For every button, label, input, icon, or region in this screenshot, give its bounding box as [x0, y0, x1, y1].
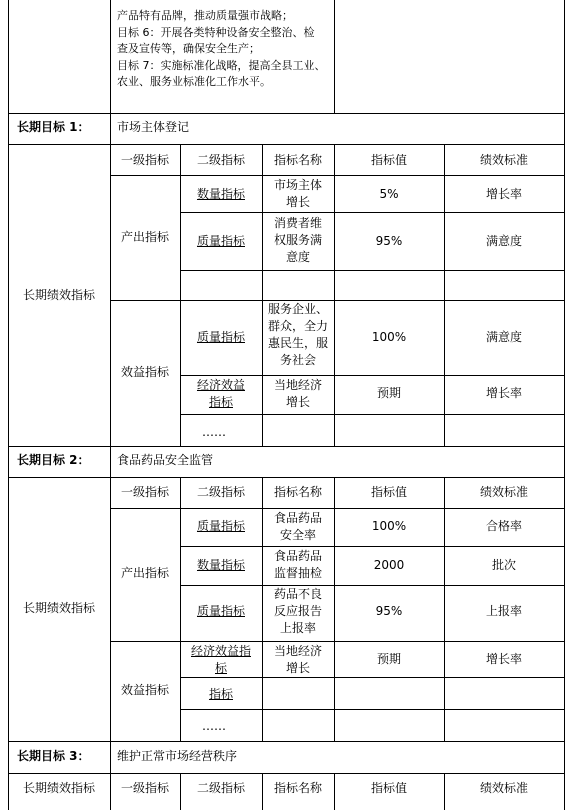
header-value: 指标值: [370, 153, 407, 167]
indicator-standard: 合格率: [485, 519, 522, 533]
table-border: [180, 270, 565, 271]
table-border: [262, 144, 263, 175]
intro-line: 目标 6：开展各类特种设备安全整治、检: [117, 25, 315, 39]
indicator-value: 预期: [376, 386, 401, 400]
table-border: [262, 773, 263, 810]
l2-label: 质量指标: [196, 330, 245, 344]
table-border: [180, 773, 181, 810]
indicator-value: 95%: [375, 604, 403, 618]
l2-label: 经济效益指: [190, 644, 251, 658]
goal-label: 长期目标 1：: [17, 120, 90, 134]
table-border: [8, 773, 565, 774]
goal-text: 市场主体登记: [117, 120, 190, 134]
table-border: [110, 508, 565, 509]
header-standard: 绩效标准: [479, 781, 528, 795]
indicator-standard: 增长率: [485, 187, 522, 201]
l2-label: 标: [214, 661, 227, 675]
table-border: [180, 585, 565, 586]
goal-label: 长期目标 2：: [17, 453, 90, 467]
perf-label: 长期绩效指标: [22, 781, 95, 795]
table-border: [334, 175, 335, 446]
goal-label: 长期目标 3：: [17, 749, 90, 763]
indicator-value: 95%: [375, 234, 403, 248]
indicator-value: 2000: [373, 558, 405, 572]
indicator-standard: 满意度: [485, 330, 522, 344]
l2-label: 指标: [208, 687, 233, 701]
table-border: [110, 300, 565, 301]
l2-label: 质量指标: [196, 234, 245, 248]
output-label: 产出指标: [120, 566, 169, 580]
intro-line: 查及宣传等，确保安全生产；: [117, 42, 260, 56]
table-border: [180, 144, 181, 175]
indicator-standard: 满意度: [485, 234, 522, 248]
table-border: [110, 0, 111, 810]
table-border: [444, 477, 445, 741]
table-border: [8, 144, 565, 145]
table-border: [110, 641, 565, 642]
header-level1: 一级指标: [120, 485, 169, 499]
table-border: [8, 0, 9, 810]
header-standard: 绩效标准: [479, 153, 528, 167]
table-border: [8, 446, 565, 447]
table-border: [180, 175, 181, 446]
intro-line: 目标 7：实施标准化战略，提高全县工业、: [117, 58, 326, 72]
indicator-value: 5%: [379, 187, 399, 201]
table-border: [444, 773, 445, 810]
indicator-name: 食品药品 安全率: [273, 511, 322, 542]
header-standard: 绩效标准: [479, 485, 528, 499]
ellipsis: ……: [202, 425, 226, 439]
indicator-name: 药品不良 反应报告 上报率: [273, 587, 322, 635]
table-border: [180, 546, 565, 547]
table-border: [444, 175, 445, 446]
table-border: [180, 477, 181, 741]
header-level1: 一级指标: [120, 781, 169, 795]
perf-label: 长期绩效指标: [22, 601, 95, 615]
intro-line: 农业、服务业标准化工作水平。: [117, 75, 271, 89]
ellipsis: ……: [202, 719, 226, 733]
l2-label: 质量指标: [196, 604, 245, 618]
table-border: [180, 709, 565, 710]
table-border: [334, 144, 335, 175]
indicator-name: 服务企业、 群众，全力 惠民生，服 务社会: [267, 302, 328, 367]
l2-label: 经济效益: [196, 378, 245, 392]
l2-label: 数量指标: [196, 558, 245, 572]
table-border: [180, 677, 565, 678]
indicator-name: 食品药品 监督抽检: [273, 549, 322, 580]
indicator-value: 100%: [371, 519, 407, 533]
l2-label: 数量指标: [196, 187, 245, 201]
header-level1: 一级指标: [120, 153, 169, 167]
table-border: [8, 113, 565, 114]
table-border: [334, 773, 335, 810]
output-label: 产出指标: [120, 230, 169, 244]
l2-label: 指标: [208, 395, 233, 409]
goal-text: 食品药品安全监管: [117, 453, 214, 467]
header-name: 指标名称: [273, 485, 322, 499]
header-value: 指标值: [370, 781, 407, 795]
goal-text: 维护正常市场经营秩序: [117, 749, 238, 763]
indicator-standard: 增长率: [485, 386, 522, 400]
benefit-label: 效益指标: [120, 365, 169, 379]
table-border: [334, 0, 335, 113]
indicator-name: 消费者维 权服务满 意度: [273, 216, 322, 264]
indicator-name: 当地经济 增长: [273, 378, 322, 409]
indicator-standard: 增长率: [485, 652, 522, 666]
intro-text: [117, 8, 332, 91]
indicator-value: 100%: [371, 330, 407, 344]
header-level2: 二级指标: [196, 485, 245, 499]
table-border: [180, 375, 565, 376]
intro-line: 产品特有品牌，推动质量强市战略；: [117, 9, 293, 22]
indicator-name: 市场主体 增长: [273, 178, 322, 209]
header-level2: 二级指标: [196, 781, 245, 795]
perf-label: 长期绩效指标: [22, 288, 95, 302]
table-border: [262, 175, 263, 446]
l2-label: 质量指标: [196, 519, 245, 533]
table-border: [564, 0, 565, 810]
table-border: [110, 175, 565, 176]
indicator-value: 预期: [376, 652, 401, 666]
indicator-standard: 批次: [491, 558, 516, 572]
header-name: 指标名称: [273, 781, 322, 795]
table-border: [8, 741, 565, 742]
table-border: [180, 414, 565, 415]
header-value: 指标值: [370, 485, 407, 499]
benefit-label: 效益指标: [120, 683, 169, 697]
table-border: [262, 477, 263, 741]
header-level2: 二级指标: [196, 153, 245, 167]
table-border: [444, 144, 445, 175]
table-border: [180, 212, 565, 213]
indicator-name: 当地经济 增长: [273, 644, 322, 675]
header-name: 指标名称: [273, 153, 322, 167]
table-border: [334, 477, 335, 741]
indicator-standard: 上报率: [485, 604, 522, 618]
table-border: [8, 477, 565, 478]
